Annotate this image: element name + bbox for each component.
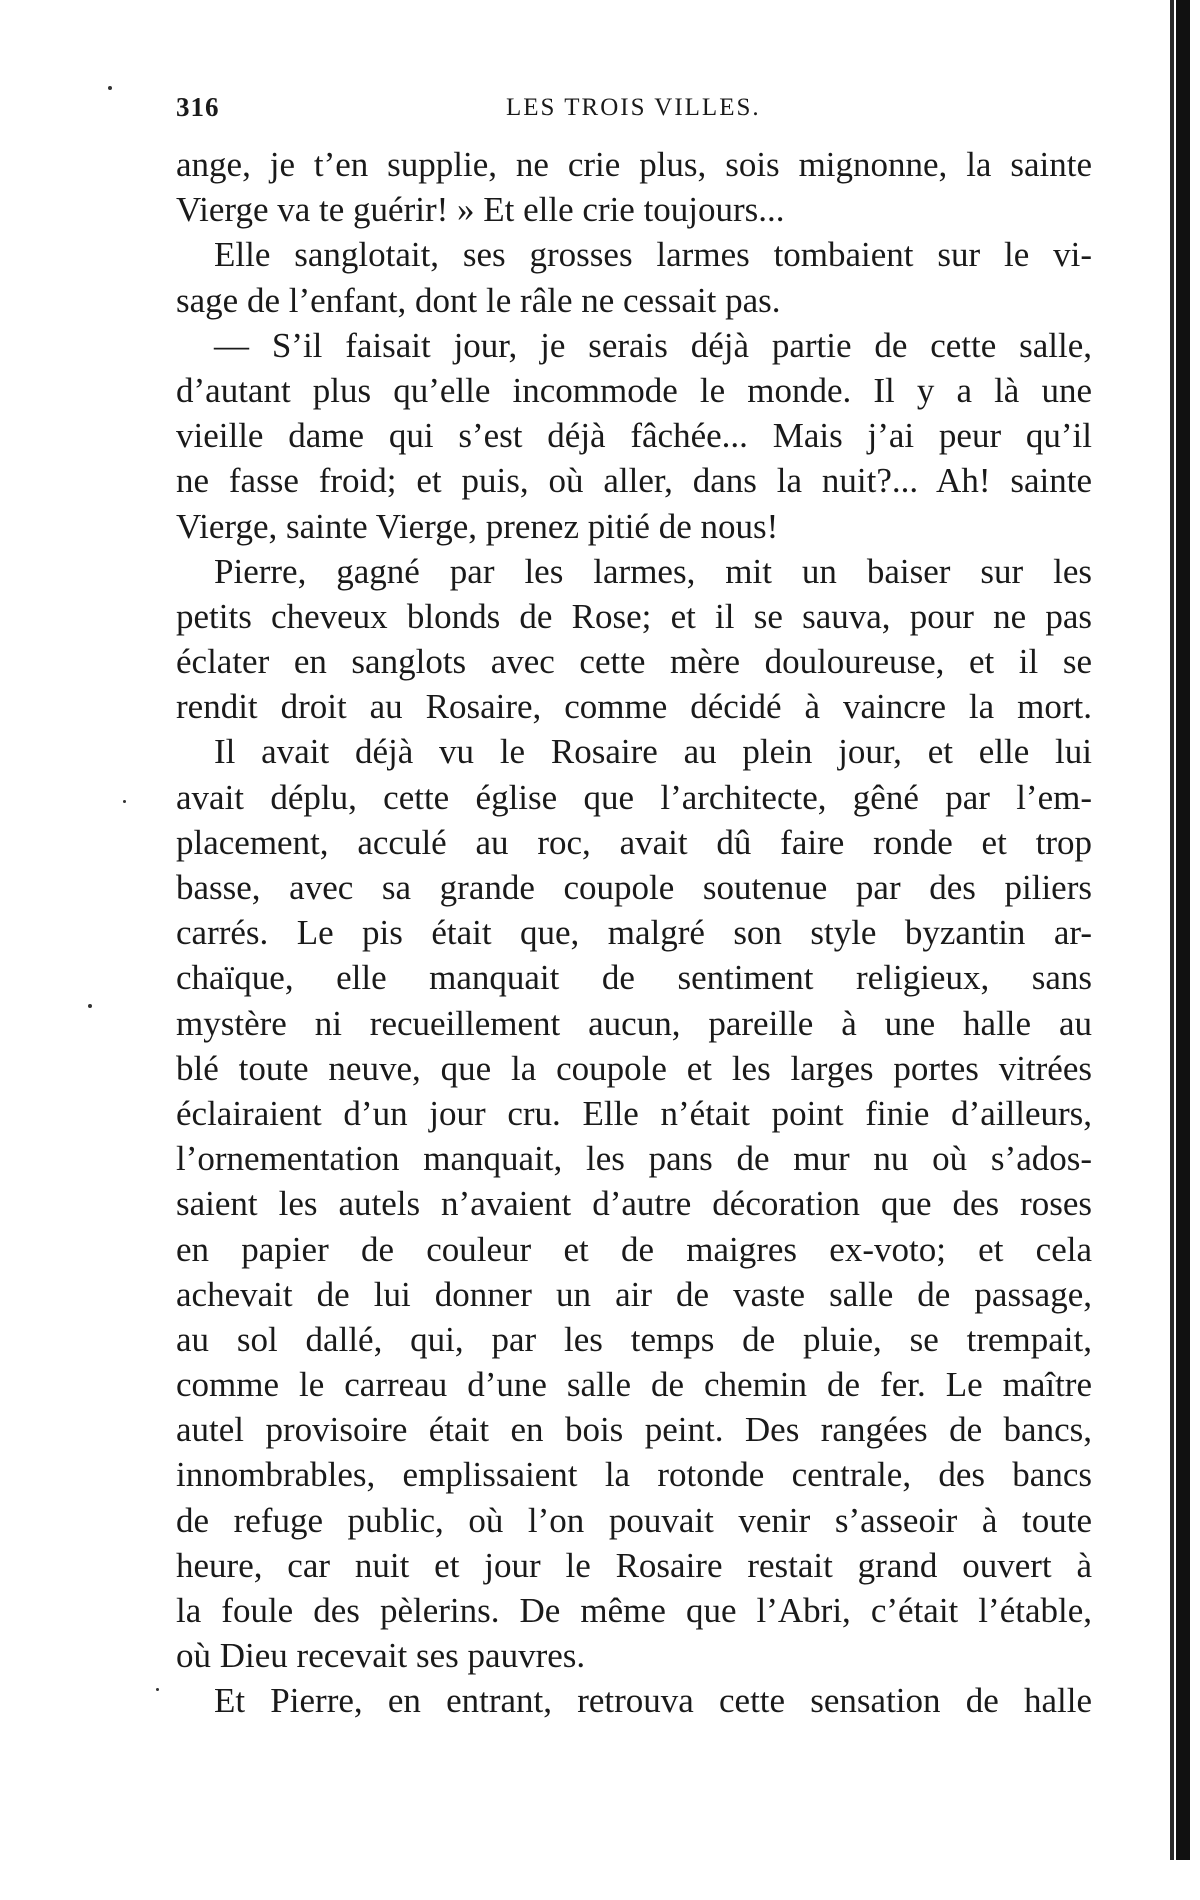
text-line: en papier de couleur et de maigres ex-voto; et cela (176, 1229, 1092, 1269)
binding-edge-shadow (1170, 0, 1174, 1860)
text-line: l’ornementation manquait, les pans de mur nu où s’ados- (176, 1139, 1092, 1179)
text-line: éclater en sanglots avec cette mère douloureuse, et il se (176, 642, 1092, 682)
text-line: innombrables, emplissaient la rotonde centrale, des bancs (176, 1455, 1092, 1495)
text-line: heure, car nuit et jour le Rosaire restait grand ouvert à (176, 1545, 1092, 1585)
text-line: Vierge va te guérir! » Et elle crie toujours... (176, 190, 785, 230)
text-line: la foule des pèlerins. De même que l’Abri, c’était l’étable, (176, 1591, 1092, 1630)
text-line: Vierge, sainte Vierge, prenez pitié de nous! (176, 506, 779, 546)
scan-speck (88, 1004, 92, 1008)
text-line: au sol dallé, qui, par les temps de pluie, se trempait, (176, 1319, 1092, 1359)
page-header (176, 92, 1096, 128)
text-line: éclairaient d’un jour cru. Elle n’était point finie d’ailleurs, (176, 1093, 1092, 1133)
page-number: 316 (176, 92, 220, 122)
text-line: Il avait déjà vu le Rosaire au plein jour, et elle lui (214, 732, 1092, 772)
text-line: Elle sanglotait, ses grosses larmes tombaient sur le vi- (214, 235, 1092, 275)
text-line: sage de l’enfant, dont le râle ne cessait pas. (176, 280, 781, 320)
scan-speck (123, 800, 126, 803)
text-line: Pierre, gagné par les larmes, mit un baiser sur les (214, 551, 1092, 591)
text-line: de refuge public, où l’on pouvait venir s’asseoir à toute (176, 1500, 1092, 1540)
text-line: chaïque, elle manquait de sentiment religieux, sans (176, 958, 1092, 998)
binding-edge (1176, 0, 1190, 1860)
text-line: achevait de lui donner un air de vaste salle de passage, (176, 1274, 1092, 1314)
text-line: blé toute neuve, que la coupole et les larges portes vitrées (176, 1048, 1092, 1088)
text-line: comme le carreau d’une salle de chemin de fer. Le maître (176, 1365, 1092, 1405)
text-line: basse, avec sa grande coupole soutenue par des piliers (176, 868, 1092, 907)
text-line: — S’il faisait jour, je serais déjà partie de cette salle, (214, 325, 1092, 365)
running-title: LES TROIS VILLES. (506, 94, 761, 121)
text-line: carrés. Le pis était que, malgré son style byzantin ar- (176, 913, 1092, 953)
text-line: vieille dame qui s’est déjà fâchée... Mais j’ai peur qu’il (176, 416, 1092, 456)
text-line: mystère ni recueillement aucun, pareille à une halle au (176, 1003, 1092, 1043)
text-line: d’autant plus qu’elle incommode le monde. Il y a là une (176, 370, 1092, 410)
text-line: rendit droit au Rosaire, comme décidé à vaincre la mort. (176, 687, 1092, 727)
text-line: saient les autels n’avaient d’autre décoration que des roses (176, 1184, 1092, 1224)
text-line: où Dieu recevait ses pauvres. (176, 1636, 586, 1676)
text-line: ange, je t’en supplie, ne crie plus, sois mignonne, la sainte (176, 145, 1092, 184)
text-line: avait déplu, cette église que l’architecte, gêné par l’em- (176, 777, 1092, 817)
scan-speck (108, 86, 112, 90)
text-line: autel provisoire était en bois peint. Des rangées de bancs, (176, 1410, 1092, 1450)
text-line: ne fasse froid; et puis, où aller, dans la nuit?... Ah! sainte (176, 461, 1092, 501)
text-line: Et Pierre, en entrant, retrouva cette sensation de halle (214, 1681, 1092, 1721)
text-line: petits cheveux blonds de Rose; et il se sauva, pour ne pas (176, 596, 1092, 636)
text-line: placement, acculé au roc, avait dû faire ronde et trop (176, 822, 1092, 862)
body-text (176, 142, 1092, 1724)
scan-speck (156, 1688, 159, 1691)
